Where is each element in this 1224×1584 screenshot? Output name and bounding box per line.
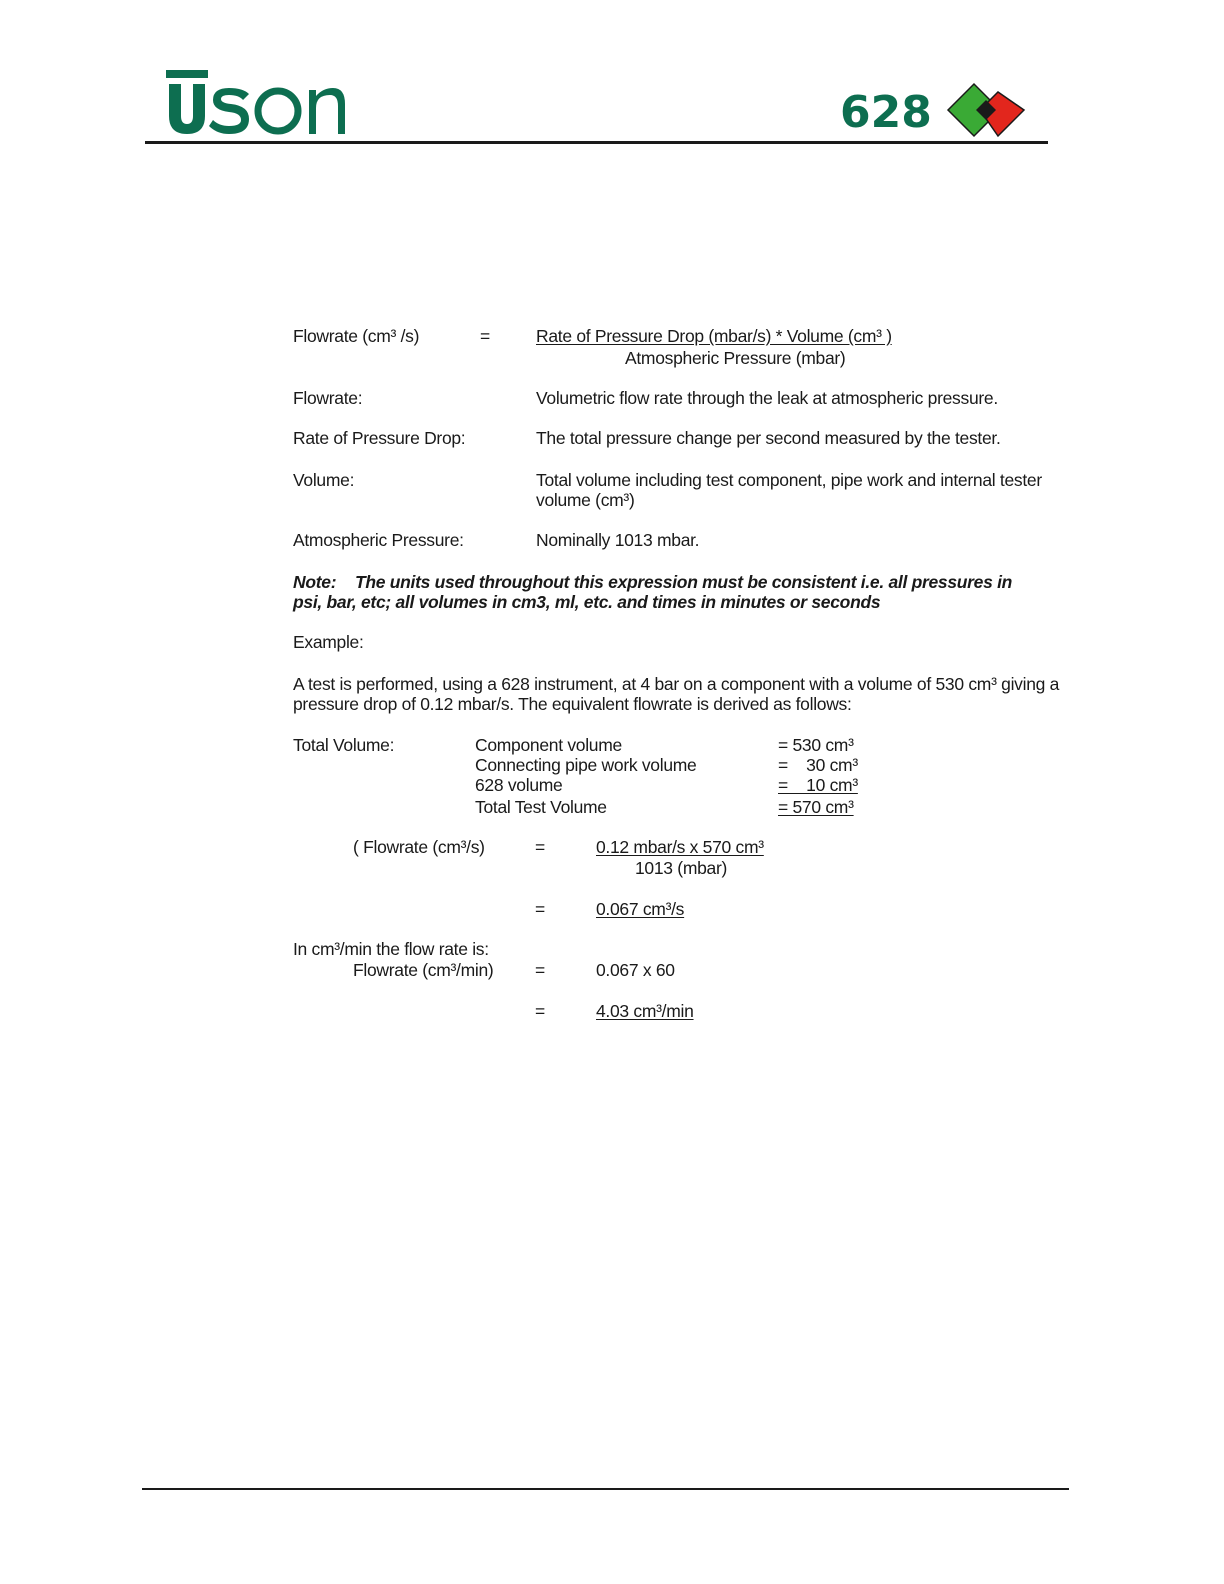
volume-row-name: 628 volume <box>475 775 563 795</box>
volume-row-name: Connecting pipe work volume <box>475 755 697 775</box>
formula-numerator: Rate of Pressure Drop (mbar/s) * Volume (cm³ ) <box>536 326 892 346</box>
footer-rule <box>142 1488 1069 1490</box>
header-rule <box>145 141 1048 144</box>
calc2-expression: 0.067 x 60 <box>596 960 675 980</box>
calc1-denominator: 1013 (mbar) <box>635 858 728 878</box>
volume-row-value: = 570 cm³ <box>778 797 854 817</box>
note-label: Note: <box>293 572 337 592</box>
minute-intro: In cm³/min the flow rate is: <box>293 939 489 959</box>
formula-equals: = <box>480 326 490 346</box>
volume-row-value: = 530 cm³ <box>778 735 854 755</box>
diamond-logo-icon <box>946 82 1026 138</box>
calc2-result: 4.03 cm³/min <box>596 1001 694 1021</box>
calc1-equals: = <box>535 837 545 857</box>
def-term-volume: Volume: <box>293 470 355 490</box>
example-heading: Example: <box>293 632 364 652</box>
calc2-result-equals: = <box>535 1001 545 1021</box>
example-para-line1: A test is performed, using a 628 instrument, at 4 bar on a component with a volume of 530 cm³ giving a <box>293 674 1060 694</box>
example-para-line2: pressure drop of 0.12 mbar/s. The equivalent flowrate is derived as follows: <box>293 694 852 714</box>
def-desc-flowrate: Volumetric flow rate through the leak at atmospheric pressure. <box>536 388 998 408</box>
calc1-lhs: ( Flowrate (cm³/s) <box>353 837 485 857</box>
calc2-equals: = <box>535 960 545 980</box>
calc1-numerator: 0.12 mbar/s x 570 cm³ <box>596 837 764 857</box>
def-term-pressure-drop: Rate of Pressure Drop: <box>293 428 466 448</box>
def-term-flowrate: Flowrate: <box>293 388 363 408</box>
calc1-result: 0.067 cm³/s <box>596 899 685 919</box>
def-desc-pressure-drop: The total pressure change per second measured by the tester. <box>536 428 1001 448</box>
def-term-atmospheric: Atmospheric Pressure: <box>293 530 464 550</box>
total-volume-label: Total Volume: <box>293 735 395 755</box>
note-line2: psi, bar, etc; all volumes in cm3, ml, etc. and times in minutes or seconds <box>293 592 881 612</box>
calc2-lhs: Flowrate (cm³/min) <box>353 960 494 980</box>
def-desc-volume-line2: volume (cm³) <box>536 490 635 510</box>
brand-logo-glyphs <box>163 70 348 142</box>
def-desc-atmospheric: Nominally 1013 mbar. <box>536 530 700 550</box>
calc1-result-equals: = <box>535 899 545 919</box>
formula-lhs: Flowrate (cm³ /s) <box>293 326 420 346</box>
note-line1: The units used throughout this expression must be consistent i.e. all pressures in <box>355 572 1013 592</box>
volume-row-value: = 10 cm³ <box>778 775 858 795</box>
volume-row-name: Component volume <box>475 735 622 755</box>
def-desc-volume-line1: Total volume including test component, pipe work and internal tester <box>536 470 1042 490</box>
volume-row-value: = 30 cm³ <box>778 755 858 775</box>
model-number: 628 <box>840 87 932 138</box>
volume-row-name: Total Test Volume <box>475 797 607 817</box>
formula-denominator: Atmospheric Pressure (mbar) <box>625 348 846 368</box>
